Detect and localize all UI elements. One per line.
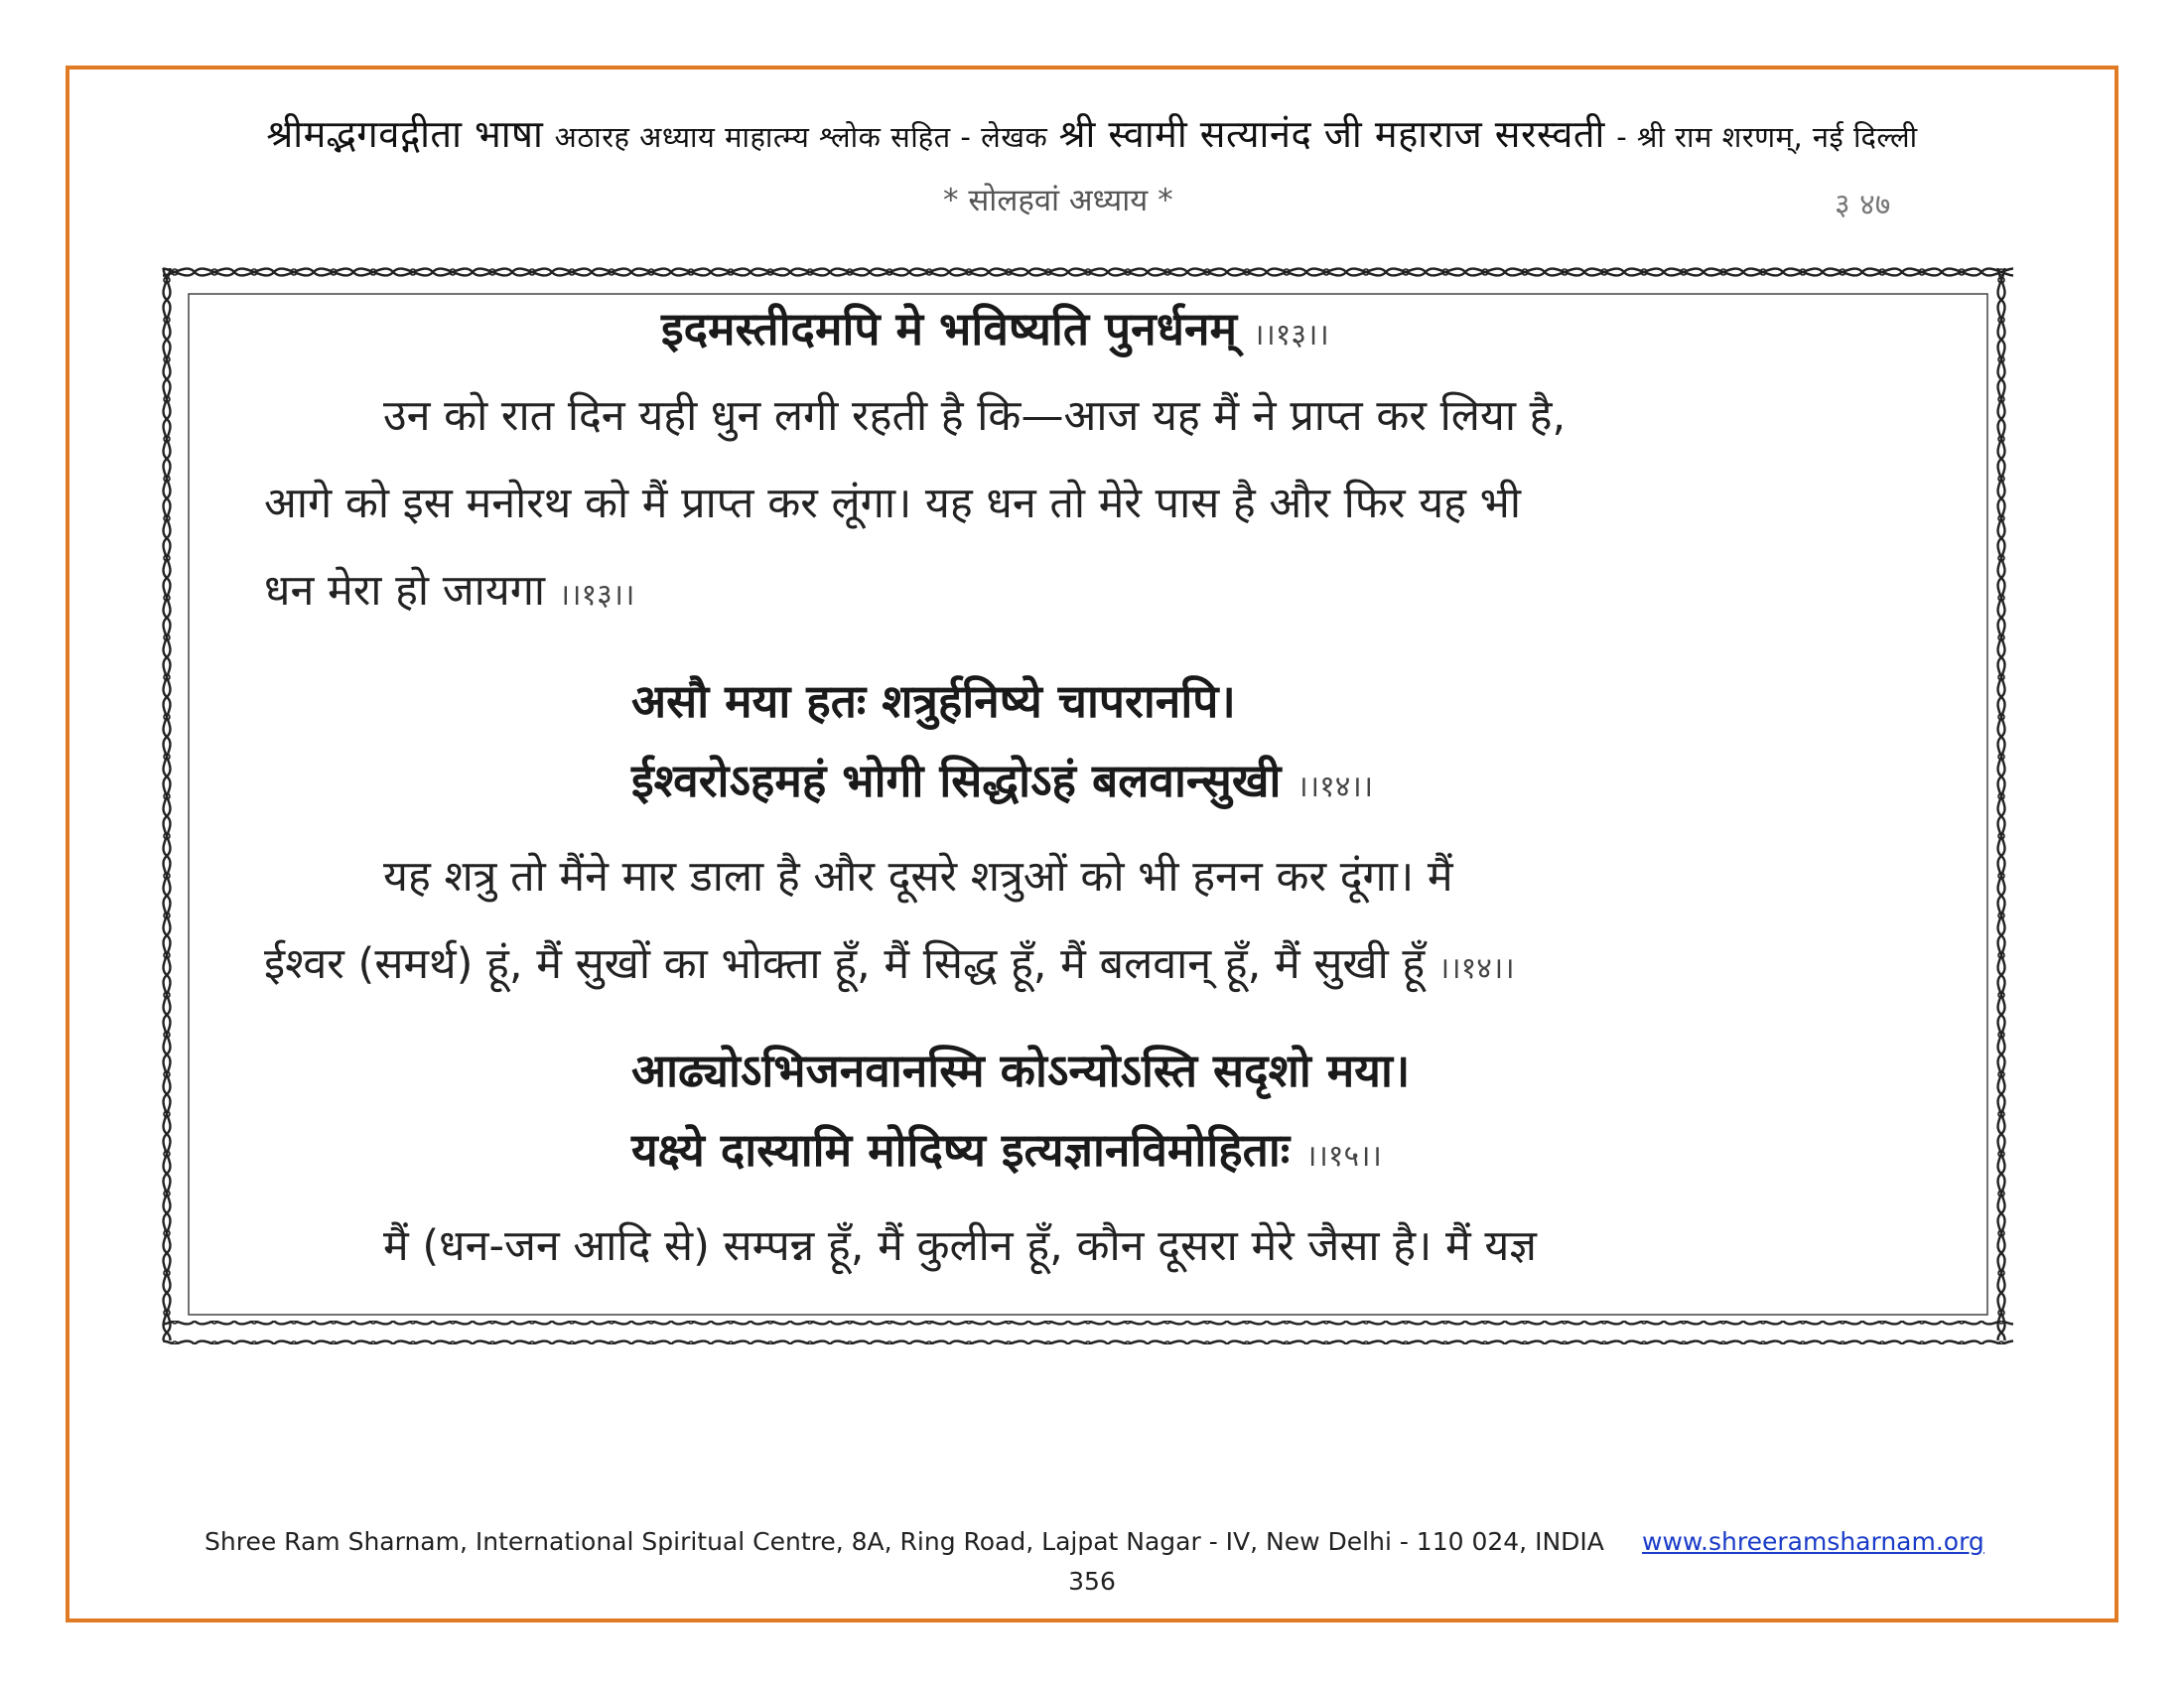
commentary-14-number: ।।१४।। bbox=[1437, 951, 1515, 986]
verse-14-line-1: असौ मया हतः शत्रुर्हनिष्ये चापरानपि। bbox=[631, 674, 1236, 728]
footer-page-number: 356 bbox=[1068, 1567, 1116, 1596]
page-header bbox=[0, 107, 2184, 159]
commentary-14 bbox=[264, 833, 1952, 1013]
header-publisher: - श्री राम शरणम्, नई दिल्ली bbox=[1616, 120, 1918, 154]
commentary-13-line-3: धन मेरा हो जायगा bbox=[264, 566, 546, 616]
verse-14 bbox=[264, 661, 1952, 827]
verse-13-text: इदमस्तीदमपि मे भविष्यति पुनर्धनम् bbox=[661, 302, 1238, 355]
commentary-13 bbox=[264, 372, 1952, 639]
footer-address: Shree Ram Sharnam, International Spiritual Centre, 8A, Ring Road, Lajpat Nagar - IV, New Delhi - 110 024, INDIA bbox=[205, 1527, 1604, 1556]
header-title-subtitle: अठारह अध्याय माहात्म्य श्लोक सहित - लेखक bbox=[554, 120, 1048, 154]
verse-15-line-1: आढ्योऽभिजनवानस्मि कोऽन्योऽस्ति सदृशो मया। bbox=[631, 1044, 1411, 1097]
header-title-main: श्रीमद्भगवद्गीता भाषा bbox=[266, 112, 544, 156]
scanned-page-image bbox=[155, 260, 2021, 1350]
commentary-14-line-2: ईश्वर (समर्थ) हूं, मैं सुखों का भोक्ता हूँ, मैं सिद्ध हूँ, मैं बलवान् हूँ, मैं सुखी हूँ bbox=[264, 939, 1426, 989]
verse-13-number: ।।१३।। bbox=[1253, 318, 1329, 352]
commentary-13-line-2: आगे को इस मनोरथ को मैं प्राप्त कर लूंगा। यह धन तो मेरे पास है और फिर यह भी bbox=[264, 479, 1522, 528]
scan-page-number: ३ ४७ bbox=[1835, 188, 1891, 222]
verse-14-line-2: ईश्वरोऽहमहं भोगी सिद्धोऽहं बलवान्सुखी bbox=[631, 754, 1282, 807]
verse-15 bbox=[264, 1031, 1952, 1196]
commentary-15-line-1: मैं (धन-जन आदि से) सम्पन्न हूँ, मैं कुलीन हूँ, कौन दूसरा मेरे जैसा है। मैं यज्ञ bbox=[383, 1221, 1537, 1271]
commentary-13-line-1: उन को रात दिन यही धुन लगी रहती है कि—आज यह मैं ने प्राप्त कर लिया है, bbox=[383, 391, 1567, 441]
commentary-13-number: ।।१३।। bbox=[558, 578, 635, 613]
verse-13 bbox=[264, 298, 1952, 366]
chapter-heading: * सोलहवां अध्याय * bbox=[943, 183, 1173, 218]
verse-14-number: ।।१४।। bbox=[1297, 770, 1374, 804]
commentary-14-line-1: यह शत्रु तो मैंने मार डाला है और दूसरे शत्रुओं को भी हनन कर दूंगा। मैं bbox=[383, 852, 1453, 902]
scan-text-content bbox=[264, 298, 1952, 1290]
footer-website-link[interactable]: www.shreeramsharnam.org bbox=[1642, 1527, 1984, 1556]
verse-15-line-2: यक्ष्ये दास्यामि मोदिष्य इत्यज्ञानविमोहिताः bbox=[631, 1123, 1291, 1177]
commentary-15 bbox=[264, 1202, 1952, 1290]
verse-15-number: ।।१५।। bbox=[1305, 1139, 1382, 1174]
header-author: श्री स्वामी सत्यानंद जी महाराज सरस्वती bbox=[1058, 112, 1605, 156]
